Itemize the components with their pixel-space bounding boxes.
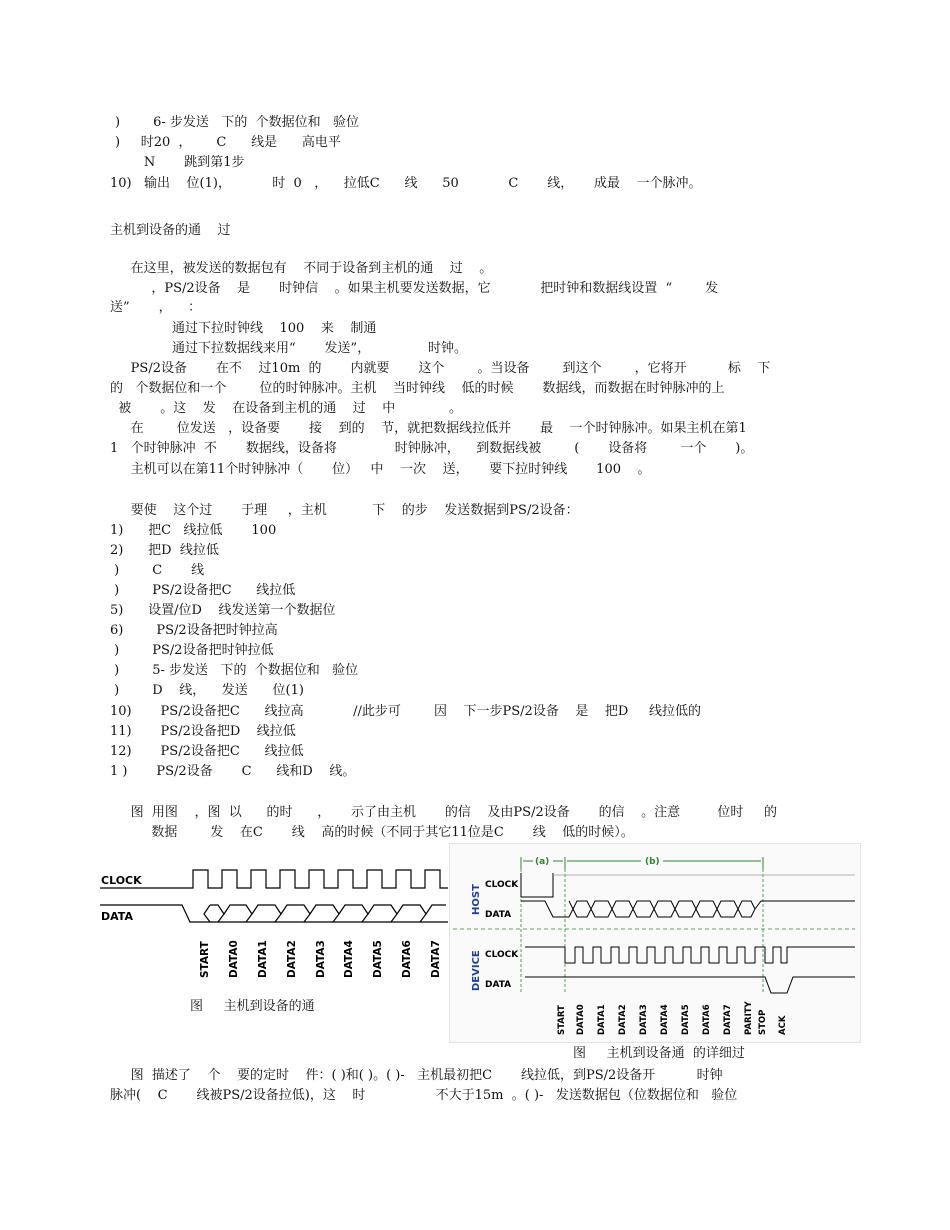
detail-bit-data7: DATA7 xyxy=(723,1004,733,1035)
bit-label-start: START xyxy=(199,941,211,978)
marker-a: (a) xyxy=(535,857,550,867)
text-line: 的 个数据位和一个 位的时钟脉冲。主机 当时钟线 低的时候 数据线，而数据在时钟脉冲的上 xyxy=(110,381,725,396)
host-label: HOST xyxy=(471,884,482,915)
figure-1-data-waveform xyxy=(100,905,448,922)
text-line: 要使 这个过 于理 ，主机 下 的步 发送数据到PS/2设备： xyxy=(110,503,579,518)
text-line: 1 个时钟脉冲 不 数据线，设备将 时钟脉冲， 到数据线被 ( 设备将 一个 )。 xyxy=(110,441,754,456)
bit-label-data3: DATA3 xyxy=(315,940,327,978)
detail-bit-data2: DATA2 xyxy=(618,1004,628,1035)
text-line: 在 位发送 ，设备要 接 到的 节，就把数据线拉低并 最 一个时钟脉冲。如果主机在第1 xyxy=(110,421,747,436)
detail-bit-start: START xyxy=(557,1005,567,1035)
figure-2-timing-diagram xyxy=(449,843,859,1041)
text-line: 脉冲( C 线被PS/2设备拉低)，这 时 不大于15m 。( )- 发送数据包（位数据位和 验位 xyxy=(110,1088,738,1103)
text-line: 数据 发 在C 线 高的时候（不同于其它11位是C 线 低的时候）。 xyxy=(110,825,634,840)
figure-2-caption: 图 主机到设备通 的详细过 xyxy=(573,1046,745,1061)
text-line: 在这里，被发送的数据包有 不同于设备到主机的通 过 。 xyxy=(110,261,493,276)
text-line: 图 描述了 个 要的定时 件：( )和( )。( )- 主机最初把C 线拉低，到PS/2设备开 时钟 xyxy=(110,1068,723,1083)
step-item: 1) 把C 线拉低 100 xyxy=(110,523,277,538)
step-item: 11) PS/2设备把D 线拉低 xyxy=(110,724,296,739)
figure-1-clock-label: CLOCK xyxy=(101,874,142,887)
text-line: 送” ， ： xyxy=(110,300,202,315)
bit-label-data0: DATA0 xyxy=(228,940,240,978)
step-item: ) 5- 步发送 下的 个数据位和 验位 xyxy=(110,663,359,678)
step-item: ) PS/2设备把C 线拉低 xyxy=(110,583,296,598)
step-item: ) C 线 xyxy=(110,563,205,578)
text-line: 通过下拉时钟线 100 来 制通 xyxy=(110,321,377,336)
text-line: 10) 输出 位(1)， 时 0 ， 拉低C 线 50 C 线， 成最 一个脉冲。 xyxy=(110,176,702,191)
bit-label-data7: DATA7 xyxy=(430,940,442,978)
bit-label-data4: DATA4 xyxy=(343,940,355,978)
step-item: 12) PS/2设备把C 线拉低 xyxy=(110,744,304,759)
detail-bit-data3: DATA3 xyxy=(639,1004,649,1035)
device-label: DEVICE xyxy=(471,950,482,991)
host-data-label: DATA xyxy=(485,910,512,920)
detail-bit-data6: DATA6 xyxy=(702,1004,712,1035)
section-title: 主机到设备的通 过 xyxy=(110,223,231,238)
bit-label-data5: DATA5 xyxy=(372,940,384,978)
detail-bit-data5: DATA5 xyxy=(681,1004,691,1035)
figure-1-caption: 图 主机到设备的通 xyxy=(190,999,315,1014)
bit-label-data1: DATA1 xyxy=(257,940,269,978)
text-line: ，PS/2设备 是 时钟信 。如果主机要发送数据，它 把时钟和数据线设置 “ 发 xyxy=(110,281,719,296)
bit-label-data2: DATA2 xyxy=(286,940,298,978)
figure-1-timing-diagram xyxy=(98,860,450,980)
detail-bit-ack: ACK xyxy=(778,1015,788,1035)
text-line: 被 。这 发 在设备到主机的通 过 中 。 xyxy=(110,401,463,416)
step-item: 6) PS/2设备把时钟拉高 xyxy=(110,623,278,638)
step-item: ) PS/2设备把时钟拉低 xyxy=(110,643,274,658)
text-line: 图 用图 ，图 以 的时 ， 示了由主机 的信 及由PS/2设备 的信 。注意 位时 的 xyxy=(110,805,778,820)
figure-1-data-label: DATA xyxy=(101,910,133,923)
step-item: 2) 把D 线拉低 xyxy=(110,543,219,558)
text-line: ) 6- 步发送 下的 个数据位和 验位 xyxy=(115,115,359,130)
bit-label-data6: DATA6 xyxy=(401,940,413,978)
text-line: PS/2设备 在不 过10m 的 内就要 这个 。当设备 到这个 ，它将开 标 下 xyxy=(110,361,771,376)
device-data-label: DATA xyxy=(485,980,512,990)
detail-bit-parity: PARITY xyxy=(744,1001,754,1035)
device-clock-label: CLOCK xyxy=(485,950,519,960)
detail-bit-data0: DATA0 xyxy=(576,1004,586,1035)
marker-b: (b) xyxy=(645,857,660,867)
text-line: 通过下拉数据线来用“ 发送”， 时钟。 xyxy=(110,341,468,356)
host-clock-label: CLOCK xyxy=(485,880,519,890)
detail-bit-stop: STOP xyxy=(758,1009,768,1035)
text-line: ) 时20 ， C 线是 高电平 xyxy=(115,135,341,150)
figure-1-clock-waveform xyxy=(146,870,448,888)
text-line: 主机可以在第11个时钟脉冲（ 位） 中 一次 送， 要下拉时钟线 100 。 xyxy=(110,462,651,477)
step-item: ) D 线， 发送 位(1) xyxy=(110,683,304,698)
detail-bit-data1: DATA1 xyxy=(597,1004,607,1035)
step-item: 10) PS/2设备把C 线拉高 //此步可 因 下一步PS/2设备 是 把D 线拉低的 xyxy=(110,704,701,719)
step-item: 5) 设置/位D 线发送第一个数据位 xyxy=(110,603,336,618)
step-item: 1 ) PS/2设备 C 线和D 线。 xyxy=(110,764,356,779)
detail-bit-data4: DATA4 xyxy=(660,1004,670,1035)
text-line: N 跳到第1步 xyxy=(115,155,245,170)
